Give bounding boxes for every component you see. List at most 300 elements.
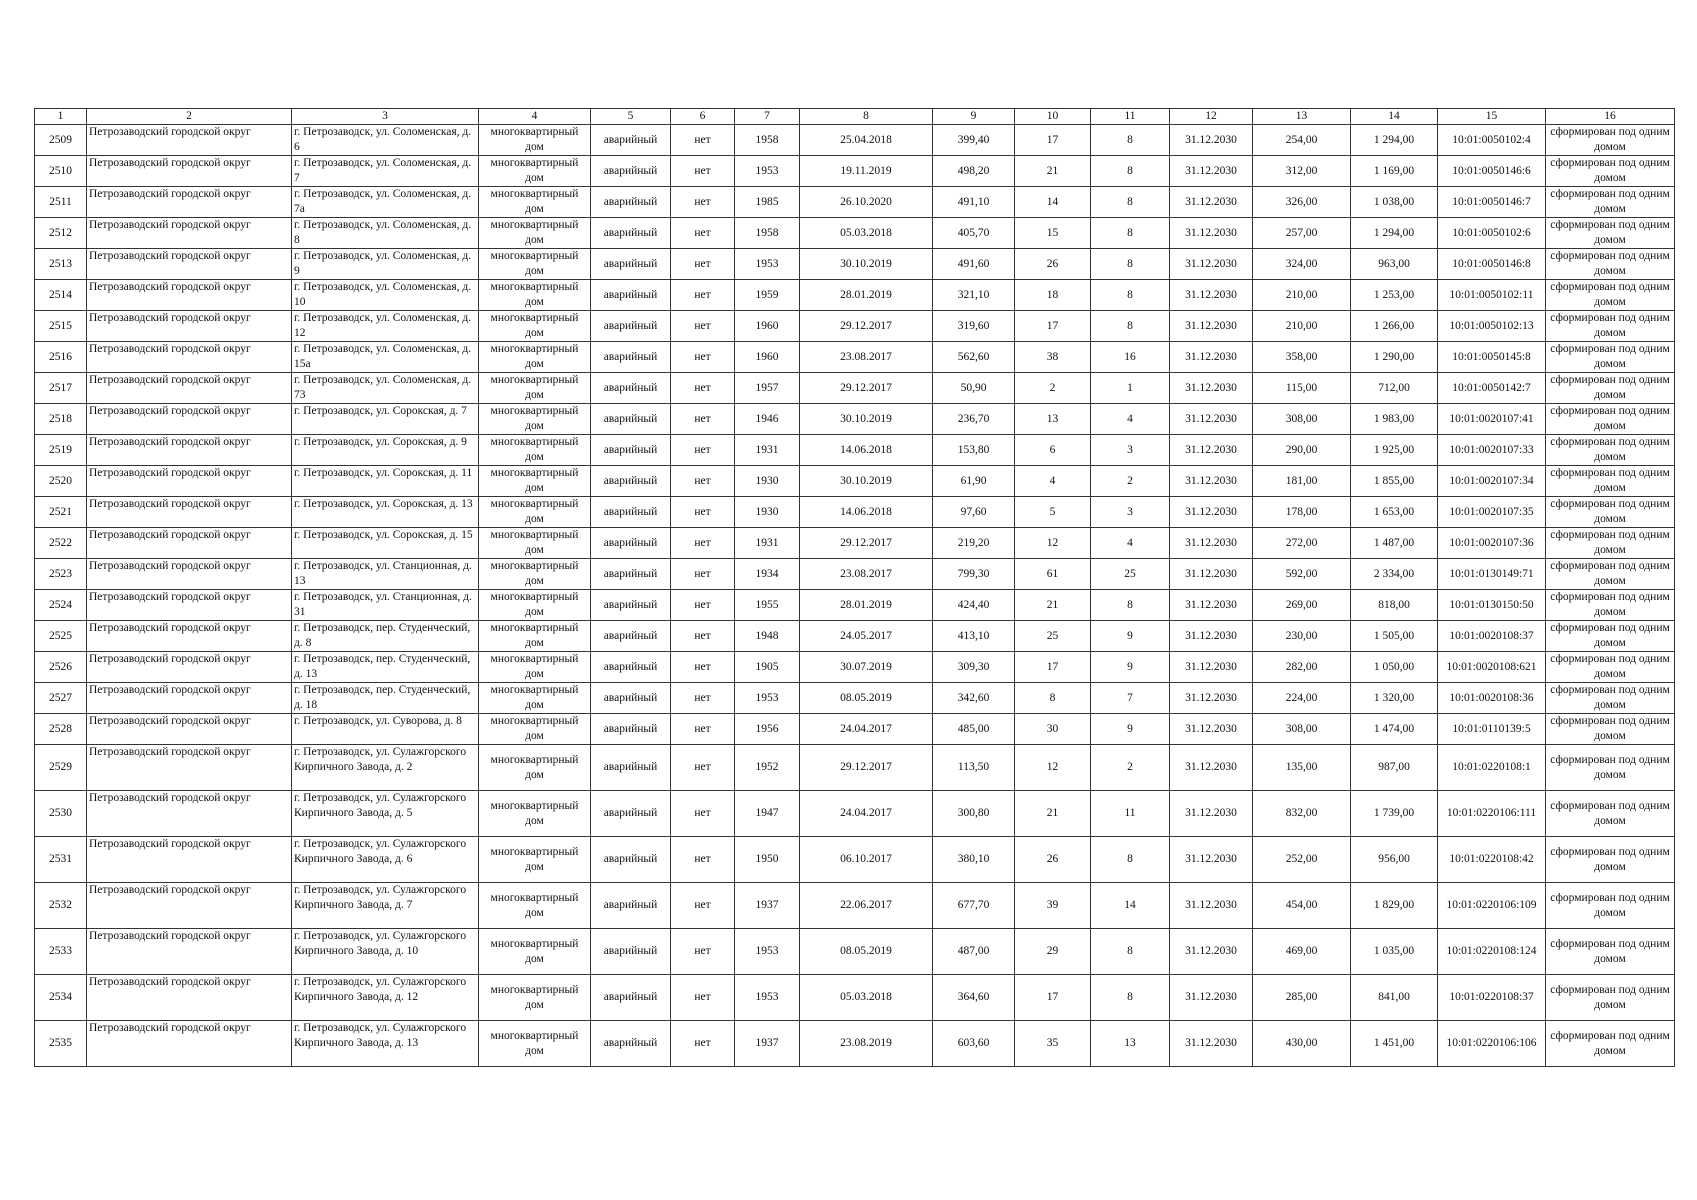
residents-cell: 38 — [1015, 342, 1091, 373]
note-cell: сформирован под одним домом — [1546, 559, 1675, 590]
municipality-cell: Петрозаводский городской округ — [87, 975, 292, 1021]
note-cell: сформирован под одним домом — [1546, 125, 1675, 156]
recognition-date-cell: 08.05.2019 — [800, 929, 933, 975]
recognition-date-cell: 24.04.2017 — [800, 791, 933, 837]
cadastral-number-cell: 10:01:0050146:8 — [1438, 249, 1546, 280]
value-cell: 956,00 — [1351, 837, 1438, 883]
area-cell: 113,50 — [933, 745, 1015, 791]
land-area-cell: 252,00 — [1253, 837, 1351, 883]
area-cell: 319,60 — [933, 311, 1015, 342]
column-number: 13 — [1253, 109, 1351, 125]
deadline-cell: 31.12.2030 — [1170, 652, 1253, 683]
flats-cell: 3 — [1091, 435, 1170, 466]
row-number-cell: 2517 — [35, 373, 87, 404]
municipality-cell: Петрозаводский городской округ — [87, 883, 292, 929]
area-cell: 485,00 — [933, 714, 1015, 745]
year-built-cell: 1953 — [735, 975, 800, 1021]
document-page — [34, 108, 1675, 1067]
value-cell: 1 505,00 — [1351, 621, 1438, 652]
deadline-cell: 31.12.2030 — [1170, 125, 1253, 156]
flats-cell: 8 — [1091, 311, 1170, 342]
flats-cell: 3 — [1091, 497, 1170, 528]
cadastral-number-cell: 10:01:0050102:11 — [1438, 280, 1546, 311]
value-cell: 712,00 — [1351, 373, 1438, 404]
status-cell: аварийный — [591, 837, 671, 883]
municipality-cell: Петрозаводский городской округ — [87, 311, 292, 342]
residents-cell: 17 — [1015, 652, 1091, 683]
recognition-date-cell: 29.12.2017 — [800, 311, 933, 342]
residents-cell: 21 — [1015, 590, 1091, 621]
flats-cell: 8 — [1091, 929, 1170, 975]
deadline-cell: 31.12.2030 — [1170, 714, 1253, 745]
residents-cell: 5 — [1015, 497, 1091, 528]
cadastral-number-cell: 10:01:0220108:1 — [1438, 745, 1546, 791]
municipality-cell: Петрозаводский городской округ — [87, 187, 292, 218]
column-number: 3 — [292, 109, 479, 125]
address-cell: г. Петрозаводск, ул. Соломенская, д. 6 — [292, 125, 479, 156]
recognition-date-cell: 29.12.2017 — [800, 745, 933, 791]
flag-cell: нет — [671, 435, 735, 466]
table-row — [35, 837, 1675, 883]
row-number-cell: 2532 — [35, 883, 87, 929]
municipality-cell: Петрозаводский городской округ — [87, 745, 292, 791]
value-cell: 963,00 — [1351, 249, 1438, 280]
area-cell: 309,30 — [933, 652, 1015, 683]
house-type-cell: многоквартирный дом — [479, 590, 591, 621]
address-cell: г. Петрозаводск, ул. Сулажгорского Кирпичного Завода, д. 6 — [292, 837, 479, 883]
residents-cell: 2 — [1015, 373, 1091, 404]
address-cell: г. Петрозаводск, ул. Соломенская, д. 8 — [292, 218, 479, 249]
deadline-cell: 31.12.2030 — [1170, 683, 1253, 714]
table-row — [35, 218, 1675, 249]
row-number-cell: 2525 — [35, 621, 87, 652]
table-row — [35, 404, 1675, 435]
year-built-cell: 1958 — [735, 218, 800, 249]
residents-cell: 29 — [1015, 929, 1091, 975]
area-cell: 300,80 — [933, 791, 1015, 837]
table-row — [35, 342, 1675, 373]
flag-cell: нет — [671, 156, 735, 187]
year-built-cell: 1930 — [735, 497, 800, 528]
municipality-cell: Петрозаводский городской округ — [87, 373, 292, 404]
deadline-cell: 31.12.2030 — [1170, 435, 1253, 466]
area-cell: 424,40 — [933, 590, 1015, 621]
land-area-cell: 308,00 — [1253, 404, 1351, 435]
table-row — [35, 714, 1675, 745]
flats-cell: 11 — [1091, 791, 1170, 837]
recognition-date-cell: 29.12.2017 — [800, 373, 933, 404]
house-type-cell: многоквартирный дом — [479, 187, 591, 218]
note-cell: сформирован под одним домом — [1546, 404, 1675, 435]
year-built-cell: 1953 — [735, 156, 800, 187]
row-number-cell: 2519 — [35, 435, 87, 466]
municipality-cell: Петрозаводский городской округ — [87, 652, 292, 683]
residents-cell: 30 — [1015, 714, 1091, 745]
area-cell: 97,60 — [933, 497, 1015, 528]
cadastral-number-cell: 10:01:0220108:37 — [1438, 975, 1546, 1021]
area-cell: 491,60 — [933, 249, 1015, 280]
municipality-cell: Петрозаводский городской округ — [87, 714, 292, 745]
house-type-cell: многоквартирный дом — [479, 837, 591, 883]
land-area-cell: 430,00 — [1253, 1021, 1351, 1067]
area-cell: 219,20 — [933, 528, 1015, 559]
deadline-cell: 31.12.2030 — [1170, 621, 1253, 652]
residents-cell: 17 — [1015, 125, 1091, 156]
value-cell: 1 855,00 — [1351, 466, 1438, 497]
table-row — [35, 156, 1675, 187]
flag-cell: нет — [671, 280, 735, 311]
flats-cell: 9 — [1091, 621, 1170, 652]
flats-cell: 9 — [1091, 652, 1170, 683]
deadline-cell: 31.12.2030 — [1170, 975, 1253, 1021]
year-built-cell: 1985 — [735, 187, 800, 218]
column-number: 14 — [1351, 109, 1438, 125]
deadline-cell: 31.12.2030 — [1170, 249, 1253, 280]
residents-cell: 26 — [1015, 837, 1091, 883]
flag-cell: нет — [671, 125, 735, 156]
column-number: 4 — [479, 109, 591, 125]
table-body — [35, 109, 1675, 1067]
year-built-cell: 1956 — [735, 714, 800, 745]
value-cell: 987,00 — [1351, 745, 1438, 791]
table-row — [35, 975, 1675, 1021]
address-cell: г. Петрозаводск, ул. Соломенская, д. 9 — [292, 249, 479, 280]
table-row — [35, 528, 1675, 559]
status-cell: аварийный — [591, 745, 671, 791]
year-built-cell: 1947 — [735, 791, 800, 837]
row-number-cell: 2527 — [35, 683, 87, 714]
row-number-cell: 2509 — [35, 125, 87, 156]
table-row — [35, 125, 1675, 156]
year-built-cell: 1959 — [735, 280, 800, 311]
cadastral-number-cell: 10:01:0020107:34 — [1438, 466, 1546, 497]
house-type-cell: многоквартирный дом — [479, 652, 591, 683]
address-cell: г. Петрозаводск, ул. Сулажгорского Кирпичного Завода, д. 10 — [292, 929, 479, 975]
address-cell: г. Петрозаводск, ул. Сорокская, д. 15 — [292, 528, 479, 559]
value-cell: 1 169,00 — [1351, 156, 1438, 187]
column-number: 5 — [591, 109, 671, 125]
house-type-cell: многоквартирный дом — [479, 883, 591, 929]
column-number: 8 — [800, 109, 933, 125]
row-number-cell: 2528 — [35, 714, 87, 745]
deadline-cell: 31.12.2030 — [1170, 342, 1253, 373]
status-cell: аварийный — [591, 404, 671, 435]
area-cell: 562,60 — [933, 342, 1015, 373]
residents-cell: 35 — [1015, 1021, 1091, 1067]
note-cell: сформирован под одним домом — [1546, 497, 1675, 528]
land-area-cell: 272,00 — [1253, 528, 1351, 559]
column-number: 12 — [1170, 109, 1253, 125]
flag-cell: нет — [671, 404, 735, 435]
column-number: 9 — [933, 109, 1015, 125]
flag-cell: нет — [671, 590, 735, 621]
municipality-cell: Петрозаводский городской округ — [87, 435, 292, 466]
recognition-date-cell: 28.01.2019 — [800, 590, 933, 621]
table-row — [35, 883, 1675, 929]
note-cell: сформирован под одним домом — [1546, 156, 1675, 187]
area-cell: 236,70 — [933, 404, 1015, 435]
year-built-cell: 1953 — [735, 249, 800, 280]
table-row — [35, 497, 1675, 528]
residents-cell: 18 — [1015, 280, 1091, 311]
column-number: 6 — [671, 109, 735, 125]
house-type-cell: многоквартирный дом — [479, 280, 591, 311]
deadline-cell: 31.12.2030 — [1170, 280, 1253, 311]
residents-cell: 21 — [1015, 791, 1091, 837]
year-built-cell: 1950 — [735, 837, 800, 883]
address-cell: г. Петрозаводск, ул. Сулажгорского Кирпичного Завода, д. 12 — [292, 975, 479, 1021]
year-built-cell: 1955 — [735, 590, 800, 621]
land-area-cell: 257,00 — [1253, 218, 1351, 249]
row-number-cell: 2512 — [35, 218, 87, 249]
deadline-cell: 31.12.2030 — [1170, 156, 1253, 187]
cadastral-number-cell: 10:01:0220106:109 — [1438, 883, 1546, 929]
year-built-cell: 1937 — [735, 1021, 800, 1067]
column-number-row — [35, 109, 1675, 125]
note-cell: сформирован под одним домом — [1546, 249, 1675, 280]
value-cell: 1 320,00 — [1351, 683, 1438, 714]
residents-cell: 12 — [1015, 745, 1091, 791]
flag-cell: нет — [671, 218, 735, 249]
status-cell: аварийный — [591, 125, 671, 156]
area-cell: 491,10 — [933, 187, 1015, 218]
value-cell: 2 334,00 — [1351, 559, 1438, 590]
status-cell: аварийный — [591, 528, 671, 559]
house-type-cell: многоквартирный дом — [479, 435, 591, 466]
residents-cell: 4 — [1015, 466, 1091, 497]
recognition-date-cell: 28.01.2019 — [800, 280, 933, 311]
flats-cell: 8 — [1091, 975, 1170, 1021]
house-type-cell: многоквартирный дом — [479, 559, 591, 590]
residents-cell: 26 — [1015, 249, 1091, 280]
house-type-cell: многоквартирный дом — [479, 683, 591, 714]
status-cell: аварийный — [591, 435, 671, 466]
municipality-cell: Петрозаводский городской округ — [87, 929, 292, 975]
cadastral-number-cell: 10:01:0020107:33 — [1438, 435, 1546, 466]
row-number-cell: 2529 — [35, 745, 87, 791]
recognition-date-cell: 14.06.2018 — [800, 497, 933, 528]
area-cell: 677,70 — [933, 883, 1015, 929]
municipality-cell: Петрозаводский городской округ — [87, 791, 292, 837]
flag-cell: нет — [671, 652, 735, 683]
cadastral-number-cell: 10:01:0020108:37 — [1438, 621, 1546, 652]
land-area-cell: 210,00 — [1253, 280, 1351, 311]
row-number-cell: 2535 — [35, 1021, 87, 1067]
flats-cell: 8 — [1091, 590, 1170, 621]
value-cell: 818,00 — [1351, 590, 1438, 621]
deadline-cell: 31.12.2030 — [1170, 590, 1253, 621]
residents-cell: 6 — [1015, 435, 1091, 466]
flats-cell: 2 — [1091, 745, 1170, 791]
residents-cell: 14 — [1015, 187, 1091, 218]
municipality-cell: Петрозаводский городской округ — [87, 590, 292, 621]
table-row — [35, 187, 1675, 218]
area-cell: 153,80 — [933, 435, 1015, 466]
address-cell: г. Петрозаводск, ул. Сорокская, д. 9 — [292, 435, 479, 466]
value-cell: 1 474,00 — [1351, 714, 1438, 745]
address-cell: г. Петрозаводск, ул. Сорокская, д. 11 — [292, 466, 479, 497]
municipality-cell: Петрозаводский городской округ — [87, 559, 292, 590]
table-row — [35, 590, 1675, 621]
land-area-cell: 210,00 — [1253, 311, 1351, 342]
deadline-cell: 31.12.2030 — [1170, 745, 1253, 791]
area-cell: 380,10 — [933, 837, 1015, 883]
deadline-cell: 31.12.2030 — [1170, 466, 1253, 497]
house-type-cell: многоквартирный дом — [479, 975, 591, 1021]
recognition-date-cell: 05.03.2018 — [800, 975, 933, 1021]
recognition-date-cell: 08.05.2019 — [800, 683, 933, 714]
table-row — [35, 1021, 1675, 1067]
cadastral-number-cell: 10:01:0050102:4 — [1438, 125, 1546, 156]
cadastral-number-cell: 10:01:0050102:13 — [1438, 311, 1546, 342]
flats-cell: 8 — [1091, 280, 1170, 311]
status-cell: аварийный — [591, 883, 671, 929]
flag-cell: нет — [671, 373, 735, 404]
status-cell: аварийный — [591, 1021, 671, 1067]
cadastral-number-cell: 10:01:0050146:7 — [1438, 187, 1546, 218]
land-area-cell: 592,00 — [1253, 559, 1351, 590]
area-cell: 487,00 — [933, 929, 1015, 975]
flats-cell: 2 — [1091, 466, 1170, 497]
note-cell: сформирован под одним домом — [1546, 929, 1675, 975]
year-built-cell: 1931 — [735, 435, 800, 466]
deadline-cell: 31.12.2030 — [1170, 218, 1253, 249]
recognition-date-cell: 22.06.2017 — [800, 883, 933, 929]
municipality-cell: Петрозаводский городской округ — [87, 156, 292, 187]
recognition-date-cell: 06.10.2017 — [800, 837, 933, 883]
note-cell: сформирован под одним домом — [1546, 683, 1675, 714]
note-cell: сформирован под одним домом — [1546, 883, 1675, 929]
note-cell: сформирован под одним домом — [1546, 975, 1675, 1021]
address-cell: г. Петрозаводск, пер. Студенческий, д. 18 — [292, 683, 479, 714]
deadline-cell: 31.12.2030 — [1170, 791, 1253, 837]
municipality-cell: Петрозаводский городской округ — [87, 404, 292, 435]
row-number-cell: 2514 — [35, 280, 87, 311]
note-cell: сформирован под одним домом — [1546, 280, 1675, 311]
flats-cell: 8 — [1091, 837, 1170, 883]
deadline-cell: 31.12.2030 — [1170, 929, 1253, 975]
municipality-cell: Петрозаводский городской округ — [87, 1021, 292, 1067]
municipality-cell: Петрозаводский городской округ — [87, 249, 292, 280]
recognition-date-cell: 14.06.2018 — [800, 435, 933, 466]
cadastral-number-cell: 10:01:0050145:8 — [1438, 342, 1546, 373]
flats-cell: 8 — [1091, 187, 1170, 218]
flag-cell: нет — [671, 683, 735, 714]
recognition-date-cell: 24.04.2017 — [800, 714, 933, 745]
table-row — [35, 466, 1675, 497]
status-cell: аварийный — [591, 311, 671, 342]
year-built-cell: 1960 — [735, 311, 800, 342]
residents-cell: 17 — [1015, 975, 1091, 1021]
address-cell: г. Петрозаводск, ул. Соломенская, д. 7а — [292, 187, 479, 218]
value-cell: 1 050,00 — [1351, 652, 1438, 683]
flag-cell: нет — [671, 342, 735, 373]
table-row — [35, 280, 1675, 311]
land-area-cell: 290,00 — [1253, 435, 1351, 466]
house-type-cell: многоквартирный дом — [479, 218, 591, 249]
flag-cell: нет — [671, 791, 735, 837]
municipality-cell: Петрозаводский городской округ — [87, 621, 292, 652]
land-area-cell: 135,00 — [1253, 745, 1351, 791]
cadastral-number-cell: 10:01:0020107:41 — [1438, 404, 1546, 435]
table-row — [35, 683, 1675, 714]
table-row — [35, 929, 1675, 975]
municipality-cell: Петрозаводский городской округ — [87, 683, 292, 714]
address-cell: г. Петрозаводск, ул. Сорокская, д. 7 — [292, 404, 479, 435]
land-area-cell: 269,00 — [1253, 590, 1351, 621]
year-built-cell: 1930 — [735, 466, 800, 497]
flag-cell: нет — [671, 929, 735, 975]
status-cell: аварийный — [591, 652, 671, 683]
value-cell: 1 266,00 — [1351, 311, 1438, 342]
house-type-cell: многоквартирный дом — [479, 404, 591, 435]
deadline-cell: 31.12.2030 — [1170, 1021, 1253, 1067]
land-area-cell: 254,00 — [1253, 125, 1351, 156]
row-number-cell: 2521 — [35, 497, 87, 528]
row-number-cell: 2511 — [35, 187, 87, 218]
land-area-cell: 832,00 — [1253, 791, 1351, 837]
house-type-cell: многоквартирный дом — [479, 791, 591, 837]
area-cell: 61,90 — [933, 466, 1015, 497]
status-cell: аварийный — [591, 280, 671, 311]
flag-cell: нет — [671, 187, 735, 218]
note-cell: сформирован под одним домом — [1546, 311, 1675, 342]
recognition-date-cell: 30.10.2019 — [800, 466, 933, 497]
area-cell: 321,10 — [933, 280, 1015, 311]
house-type-cell: многоквартирный дом — [479, 373, 591, 404]
note-cell: сформирован под одним домом — [1546, 218, 1675, 249]
flag-cell: нет — [671, 311, 735, 342]
land-area-cell: 358,00 — [1253, 342, 1351, 373]
address-cell: г. Петрозаводск, ул. Сорокская, д. 13 — [292, 497, 479, 528]
table-row — [35, 435, 1675, 466]
flats-cell: 8 — [1091, 125, 1170, 156]
cadastral-number-cell: 10:01:0220106:106 — [1438, 1021, 1546, 1067]
area-cell: 603,60 — [933, 1021, 1015, 1067]
note-cell: сформирован под одним домом — [1546, 435, 1675, 466]
table-row — [35, 373, 1675, 404]
value-cell: 1 294,00 — [1351, 125, 1438, 156]
address-cell: г. Петрозаводск, ул. Соломенская, д. 10 — [292, 280, 479, 311]
status-cell: аварийный — [591, 342, 671, 373]
status-cell: аварийный — [591, 187, 671, 218]
flats-cell: 16 — [1091, 342, 1170, 373]
note-cell: сформирован под одним домом — [1546, 187, 1675, 218]
note-cell: сформирован под одним домом — [1546, 1021, 1675, 1067]
year-built-cell: 1948 — [735, 621, 800, 652]
column-number: 16 — [1546, 109, 1675, 125]
column-number: 15 — [1438, 109, 1546, 125]
year-built-cell: 1958 — [735, 125, 800, 156]
deadline-cell: 31.12.2030 — [1170, 497, 1253, 528]
status-cell: аварийный — [591, 559, 671, 590]
address-cell: г. Петрозаводск, ул. Станционная, д. 13 — [292, 559, 479, 590]
municipality-cell: Петрозаводский городской округ — [87, 342, 292, 373]
status-cell: аварийный — [591, 590, 671, 621]
flag-cell: нет — [671, 249, 735, 280]
status-cell: аварийный — [591, 249, 671, 280]
row-number-cell: 2523 — [35, 559, 87, 590]
flats-cell: 13 — [1091, 1021, 1170, 1067]
flats-cell: 4 — [1091, 404, 1170, 435]
flats-cell: 1 — [1091, 373, 1170, 404]
deadline-cell: 31.12.2030 — [1170, 559, 1253, 590]
year-built-cell: 1957 — [735, 373, 800, 404]
recognition-date-cell: 05.03.2018 — [800, 218, 933, 249]
row-number-cell: 2531 — [35, 837, 87, 883]
column-number: 11 — [1091, 109, 1170, 125]
deadline-cell: 31.12.2030 — [1170, 404, 1253, 435]
